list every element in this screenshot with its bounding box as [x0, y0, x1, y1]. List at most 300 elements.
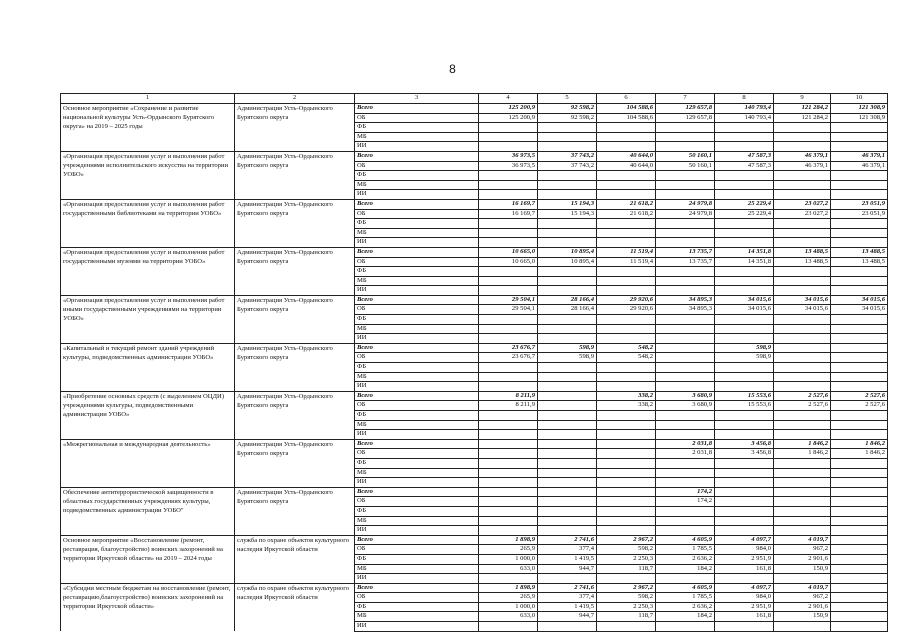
amount-cell: 4 097,7 [715, 535, 774, 545]
funding-source: МБ [355, 276, 479, 286]
amount-cell [538, 391, 597, 401]
measure-name-text: «Организация предоставления услуг и выполнения работ государственными библиотеками на территории УОБО» [63, 200, 225, 217]
amount-cell [479, 180, 538, 190]
amount-cell [774, 430, 831, 440]
amount-cell: 104 588,6 [597, 113, 656, 123]
amount-cell [774, 219, 831, 229]
amount-cell: 121 308,9 [831, 104, 888, 114]
amount-cell: 184,2 [656, 612, 715, 622]
amount-cell [597, 363, 656, 373]
amount-cell: 16 169,7 [479, 199, 538, 209]
amount-cell [831, 602, 888, 612]
amount-cell [831, 535, 888, 545]
amount-cell: 161,8 [715, 564, 774, 574]
executor-name-text: Администрация Усть-Ордынского Бурятского округа [237, 296, 333, 313]
amount-cell: 967,2 [774, 593, 831, 603]
amount-cell [538, 449, 597, 459]
funding-source: МБ [355, 516, 479, 526]
amount-cell [715, 468, 774, 478]
amount-cell [597, 487, 656, 497]
table-row [61, 535, 888, 545]
amount-cell: 13 735,7 [656, 257, 715, 267]
executor-name [235, 487, 355, 535]
amount-cell [538, 123, 597, 133]
amount-cell [831, 324, 888, 334]
measure-name-text: «Организация предоставления услуг и выполнения работ учреждениями исполнительского искусства на территории УОБО» [63, 152, 229, 178]
measure-name-text: Основное мероприятие «Восстановление (ремонт, реставрация, благоустройство) воинских захоронений на территории Иркутской области» на 2019 – 2024 годы [63, 536, 223, 562]
amount-cell [479, 142, 538, 152]
amount-cell [597, 286, 656, 296]
amount-cell: 28 166,4 [538, 295, 597, 305]
page-number: 8 [449, 62, 456, 76]
amount-cell [715, 363, 774, 373]
executor-name-text: Администрация Усть-Ордынского Бурятского округа [237, 344, 333, 361]
amount-cell [774, 382, 831, 392]
executor-name [235, 151, 355, 199]
amount-cell [715, 506, 774, 516]
amount-cell [479, 123, 538, 133]
amount-cell [831, 180, 888, 190]
amount-cell [656, 526, 715, 536]
amount-cell: 150,9 [774, 564, 831, 574]
amount-cell: 13 488,5 [831, 247, 888, 257]
amount-cell [597, 372, 656, 382]
amount-cell [597, 430, 656, 440]
amount-cell [538, 132, 597, 142]
amount-cell [538, 363, 597, 373]
amount-cell [479, 420, 538, 430]
amount-cell [831, 574, 888, 584]
amount-cell: 598,9 [715, 343, 774, 353]
amount-cell: 34 015,6 [831, 305, 888, 315]
executor-name [235, 535, 355, 583]
amount-cell: 34 015,6 [715, 295, 774, 305]
amount-cell [831, 506, 888, 516]
executor-name [235, 247, 355, 295]
amount-cell: 121 284,2 [774, 104, 831, 114]
amount-cell: 265,9 [479, 593, 538, 603]
amount-cell [538, 238, 597, 248]
amount-cell [656, 324, 715, 334]
executor-name [235, 583, 355, 631]
amount-cell: 34 015,6 [715, 305, 774, 315]
amount-cell [831, 545, 888, 555]
measure-name-text: «Капитальный и текущий ремонт зданий учреждений культуры, подведомственных администрации УОБО» [63, 344, 215, 361]
amount-cell: 23 027,2 [774, 199, 831, 209]
amount-cell [831, 554, 888, 564]
header-cell: 2 [235, 94, 355, 104]
funding-source: ИИ [355, 190, 479, 200]
amount-cell: 598,2 [597, 545, 656, 555]
amount-cell: 338,2 [597, 391, 656, 401]
amount-cell: 25 229,4 [715, 209, 774, 219]
amount-cell [479, 372, 538, 382]
amount-cell: 944,7 [538, 612, 597, 622]
amount-cell [774, 315, 831, 325]
amount-cell: 34 015,6 [774, 305, 831, 315]
amount-cell: 2 901,6 [774, 602, 831, 612]
amount-cell: 1 785,5 [656, 545, 715, 555]
amount-cell [656, 180, 715, 190]
measure-name [61, 199, 235, 247]
amount-cell [479, 228, 538, 238]
amount-cell [831, 593, 888, 603]
funding-source: МБ [355, 468, 479, 478]
amount-cell: 377,4 [538, 545, 597, 555]
funding-source: МБ [355, 564, 479, 574]
amount-cell [774, 132, 831, 142]
amount-cell: 40 644,0 [597, 151, 656, 161]
amount-cell [715, 372, 774, 382]
amount-cell [774, 622, 831, 632]
measure-name-text: «Организация предоставления услуг и выполнения работ иными государственными учреждениями на территории УОБО» [63, 296, 225, 322]
amount-cell: 2 741,6 [538, 535, 597, 545]
amount-cell [479, 478, 538, 488]
amount-cell [715, 334, 774, 344]
amount-cell [597, 439, 656, 449]
amount-cell: 36 973,5 [479, 151, 538, 161]
amount-cell: 150,9 [774, 612, 831, 622]
header-cell: 8 [715, 94, 774, 104]
amount-cell: 3 456,8 [715, 439, 774, 449]
funding-source: МБ [355, 132, 479, 142]
amount-cell [538, 622, 597, 632]
amount-cell: 23 027,2 [774, 209, 831, 219]
amount-cell [831, 458, 888, 468]
amount-cell: 15 194,3 [538, 199, 597, 209]
amount-cell [597, 315, 656, 325]
executor-name-text: Администрация Усть-Ордынского Бурятского округа [237, 440, 333, 457]
amount-cell [831, 315, 888, 325]
amount-cell [774, 411, 831, 421]
funding-source: ФБ [355, 411, 479, 421]
amount-cell [656, 574, 715, 584]
executor-name [235, 391, 355, 439]
table-row [61, 199, 888, 209]
funding-source: ИИ [355, 430, 479, 440]
amount-cell: 16 169,7 [479, 209, 538, 219]
funding-source: Всего [355, 487, 479, 497]
amount-cell: 10 895,4 [538, 257, 597, 267]
amount-cell: 1 898,9 [479, 535, 538, 545]
amount-cell [538, 190, 597, 200]
amount-cell [715, 238, 774, 248]
amount-cell [597, 219, 656, 229]
amount-cell [715, 478, 774, 488]
amount-cell [479, 219, 538, 229]
funding-source: ФБ [355, 506, 479, 516]
amount-cell [538, 267, 597, 277]
amount-cell [479, 449, 538, 459]
amount-cell [538, 411, 597, 421]
amount-cell [479, 286, 538, 296]
amount-cell: 2 527,6 [774, 391, 831, 401]
amount-cell: 118,7 [597, 612, 656, 622]
funding-source: ОБ [355, 449, 479, 459]
amount-cell [656, 468, 715, 478]
amount-cell: 118,7 [597, 564, 656, 574]
amount-cell [715, 420, 774, 430]
funding-source: ОБ [355, 593, 479, 603]
amount-cell: 21 618,2 [597, 199, 656, 209]
table-row [61, 247, 888, 257]
amount-cell: 11 519,4 [597, 247, 656, 257]
amount-cell [597, 622, 656, 632]
amount-cell [715, 228, 774, 238]
funding-source: Всего [355, 343, 479, 353]
amount-cell [774, 372, 831, 382]
amount-cell [538, 180, 597, 190]
header-cell: 7 [656, 94, 715, 104]
amount-cell: 125 200,9 [479, 113, 538, 123]
amount-cell [538, 487, 597, 497]
amount-cell: 129 657,8 [656, 113, 715, 123]
amount-cell [715, 430, 774, 440]
amount-cell: 23 676,7 [479, 343, 538, 353]
funding-source: ИИ [355, 382, 479, 392]
amount-cell [715, 171, 774, 181]
amount-cell [831, 219, 888, 229]
executor-name-text: Администрация Усть-Ордынского Бурятского округа [237, 105, 333, 121]
amount-cell [715, 458, 774, 468]
amount-cell [479, 334, 538, 344]
amount-cell [715, 142, 774, 152]
amount-cell [774, 180, 831, 190]
amount-cell [597, 458, 656, 468]
amount-cell: 8 211,9 [479, 401, 538, 411]
amount-cell [597, 382, 656, 392]
amount-cell [597, 123, 656, 133]
amount-cell: 23 676,7 [479, 353, 538, 363]
amount-cell [831, 190, 888, 200]
amount-cell [831, 238, 888, 248]
amount-cell: 121 284,2 [774, 113, 831, 123]
amount-cell [715, 190, 774, 200]
amount-cell [715, 324, 774, 334]
amount-cell [831, 353, 888, 363]
amount-cell [479, 468, 538, 478]
amount-cell [538, 430, 597, 440]
amount-cell: 184,2 [656, 564, 715, 574]
amount-cell [597, 334, 656, 344]
amount-cell: 23 051,9 [831, 209, 888, 219]
funding-source: Всего [355, 295, 479, 305]
budget-table [60, 93, 888, 632]
amount-cell [597, 324, 656, 334]
amount-cell [479, 622, 538, 632]
amount-cell [656, 372, 715, 382]
amount-cell [831, 171, 888, 181]
measure-name [61, 391, 235, 439]
amount-cell: 2 250,3 [597, 602, 656, 612]
amount-cell [831, 363, 888, 373]
amount-cell [479, 132, 538, 142]
amount-cell [715, 123, 774, 133]
table-row [61, 583, 888, 593]
amount-cell [597, 276, 656, 286]
amount-cell [715, 315, 774, 325]
amount-cell: 36 973,5 [479, 161, 538, 171]
amount-cell [774, 363, 831, 373]
funding-source: ИИ [355, 334, 479, 344]
amount-cell: 967,2 [774, 545, 831, 555]
amount-cell: 15 194,3 [538, 209, 597, 219]
funding-source: ФБ [355, 123, 479, 133]
amount-cell [538, 506, 597, 516]
amount-cell [656, 228, 715, 238]
amount-cell: 2 636,2 [656, 554, 715, 564]
amount-cell [774, 468, 831, 478]
measure-name [61, 535, 235, 583]
amount-cell: 40 644,0 [597, 161, 656, 171]
executor-name-text: Администрация Усть-Ордынского Бурятского округа [237, 248, 333, 265]
amount-cell [831, 382, 888, 392]
amount-cell: 2 527,6 [774, 401, 831, 411]
amount-cell [715, 180, 774, 190]
amount-cell: 10 665,0 [479, 257, 538, 267]
amount-cell: 15 553,6 [715, 391, 774, 401]
measure-name-text: «Приобретение основных средств (с выделением ОЦДИ) учреждениями культуры, подведомственными администрации УОБО» [63, 392, 225, 418]
amount-cell [479, 315, 538, 325]
funding-source: ФБ [355, 267, 479, 277]
amount-cell: 50 160,1 [656, 151, 715, 161]
amount-cell: 34 895,3 [656, 295, 715, 305]
funding-source: МБ [355, 420, 479, 430]
amount-cell: 29 504,1 [479, 295, 538, 305]
amount-cell [831, 132, 888, 142]
amount-cell: 13 488,5 [774, 257, 831, 267]
amount-cell [774, 526, 831, 536]
amount-cell [831, 228, 888, 238]
amount-cell [597, 238, 656, 248]
amount-cell [597, 497, 656, 507]
amount-cell: 1 846,2 [774, 449, 831, 459]
amount-cell: 3 456,8 [715, 449, 774, 459]
amount-cell: 944,7 [538, 564, 597, 574]
table-row [61, 151, 888, 161]
funding-source: Всего [355, 391, 479, 401]
amount-cell [715, 497, 774, 507]
amount-cell [774, 228, 831, 238]
amount-cell [715, 286, 774, 296]
amount-cell [538, 478, 597, 488]
amount-cell [479, 276, 538, 286]
executor-name [235, 199, 355, 247]
funding-source: ФБ [355, 219, 479, 229]
amount-cell: 4 097,7 [715, 583, 774, 593]
amount-cell [831, 267, 888, 277]
measure-name-text: Обеспечение антитеррористической защищенности в областных государственных учреждениях культуры, подведомственных администрации УОБО" [63, 488, 214, 514]
funding-source: ФБ [355, 363, 479, 373]
amount-cell: 598,2 [597, 593, 656, 603]
amount-cell [831, 142, 888, 152]
amount-cell [656, 363, 715, 373]
amount-cell [774, 506, 831, 516]
amount-cell [774, 142, 831, 152]
amount-cell: 47 587,3 [715, 161, 774, 171]
amount-cell [656, 430, 715, 440]
funding-source: Всего [355, 247, 479, 257]
amount-cell [715, 267, 774, 277]
amount-cell: 15 553,6 [715, 401, 774, 411]
amount-cell [831, 583, 888, 593]
amount-cell [715, 411, 774, 421]
amount-cell [831, 372, 888, 382]
funding-source: МБ [355, 324, 479, 334]
amount-cell: 29 504,1 [479, 305, 538, 315]
amount-cell: 14 351,8 [715, 247, 774, 257]
amount-cell: 633,0 [479, 564, 538, 574]
header-cell: 3 [355, 94, 479, 104]
measure-name-text: «Межрегиональная и международная деятельность» [63, 440, 211, 448]
amount-cell [774, 123, 831, 133]
amount-cell: 2 527,6 [831, 401, 888, 411]
amount-cell [538, 526, 597, 536]
amount-cell [479, 458, 538, 468]
amount-cell [656, 506, 715, 516]
amount-cell: 140 793,4 [715, 104, 774, 114]
amount-cell [831, 564, 888, 574]
amount-cell [538, 574, 597, 584]
amount-cell: 984,0 [715, 545, 774, 555]
amount-cell [538, 458, 597, 468]
amount-cell: 129 657,8 [656, 104, 715, 114]
amount-cell: 2 967,2 [597, 583, 656, 593]
amount-cell: 2 901,6 [774, 554, 831, 564]
amount-cell [831, 411, 888, 421]
measure-name-text: «Организация предоставления услуг и выполнения работ государственными музеями на территории УОБО» [63, 248, 225, 265]
funding-source: Всего [355, 583, 479, 593]
amount-cell: 1 419,5 [538, 554, 597, 564]
amount-cell [774, 334, 831, 344]
amount-cell: 1 846,2 [831, 439, 888, 449]
amount-cell [774, 458, 831, 468]
amount-cell: 13 735,7 [656, 247, 715, 257]
measure-name [61, 439, 235, 487]
table-row [61, 487, 888, 497]
funding-source: ИИ [355, 142, 479, 152]
funding-source: МБ [355, 228, 479, 238]
amount-cell: 92 598,2 [538, 113, 597, 123]
amount-cell [597, 228, 656, 238]
table-row [61, 104, 888, 114]
funding-source: ИИ [355, 526, 479, 536]
funding-source: ИИ [355, 286, 479, 296]
amount-cell: 50 160,1 [656, 161, 715, 171]
amount-cell [831, 526, 888, 536]
measure-name [61, 104, 235, 152]
amount-cell [774, 276, 831, 286]
amount-cell [597, 516, 656, 526]
amount-cell [538, 420, 597, 430]
funding-source: ИИ [355, 574, 479, 584]
amount-cell [479, 497, 538, 507]
amount-cell: 10 895,4 [538, 247, 597, 257]
funding-source: ФБ [355, 171, 479, 181]
amount-cell [774, 497, 831, 507]
measure-name [61, 487, 235, 535]
funding-source: Всего [355, 104, 479, 114]
amount-cell: 125 200,9 [479, 104, 538, 114]
amount-cell [538, 286, 597, 296]
funding-source: Всего [355, 439, 479, 449]
amount-cell [656, 622, 715, 632]
amount-cell [597, 411, 656, 421]
executor-name [235, 343, 355, 391]
funding-source: Всего [355, 199, 479, 209]
amount-cell: 34 015,6 [774, 295, 831, 305]
funding-source: МБ [355, 180, 479, 190]
